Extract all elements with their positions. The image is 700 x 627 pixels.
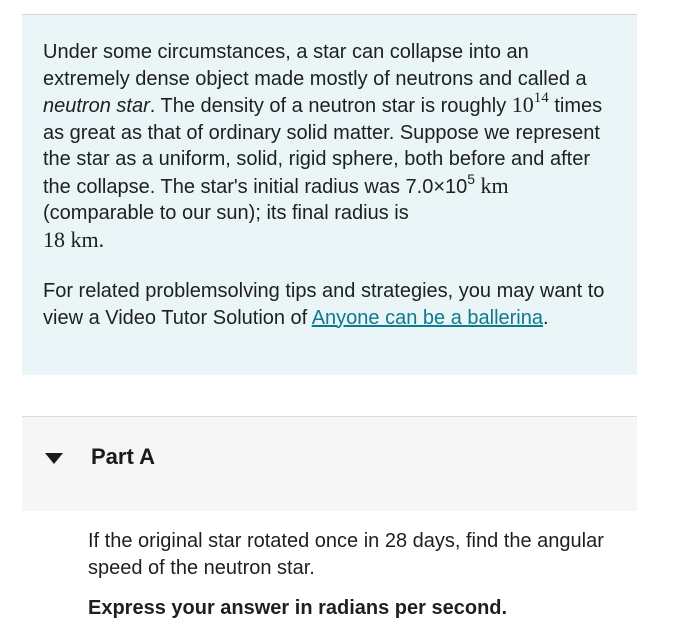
neutron-star-term: neutron star xyxy=(43,95,150,117)
part-title: Part A xyxy=(91,444,155,469)
tips-text xyxy=(43,278,617,331)
problem-statement-panel xyxy=(22,14,637,375)
problem-text-segment: . The density of a neutron star is roughly xyxy=(149,95,512,117)
problem-text-segment: times as great as that of ordinary solid matter. Suppose we represent the star as a uniform, solid, rigid sphere, both before and after the collapse. The star's initial radius was xyxy=(43,95,603,198)
question-text: If the original star rotated once in 28 days, find the angular speed of the neutron star. xyxy=(88,530,604,579)
initial-radius: $7.0\times 10^5$ km xyxy=(405,170,509,198)
problem-text-segment: Under some circumstances, a star can collapse into an extremely dense object made mostly of neutrons and called a xyxy=(43,41,587,90)
answer-instruction: Express your answer in radians per second. xyxy=(88,597,508,619)
part-a-body xyxy=(88,528,648,620)
video-tutor-link[interactable]: Anyone can be a ballerina xyxy=(311,306,543,329)
density-ratio: $10^{14}$ xyxy=(511,90,549,117)
tips-suffix: . xyxy=(542,306,549,329)
part-a-header[interactable] xyxy=(22,416,637,511)
problem-text-segment: (comparable to our sun); its final radius is xyxy=(43,202,409,224)
final-radius: 18 km. xyxy=(43,226,105,252)
problem-text xyxy=(43,39,617,254)
caret-down-icon[interactable] xyxy=(45,453,63,464)
tips-prefix: For related problemsolving tips and strategies, you may want to view a Video Tutor Solution of xyxy=(43,280,605,329)
